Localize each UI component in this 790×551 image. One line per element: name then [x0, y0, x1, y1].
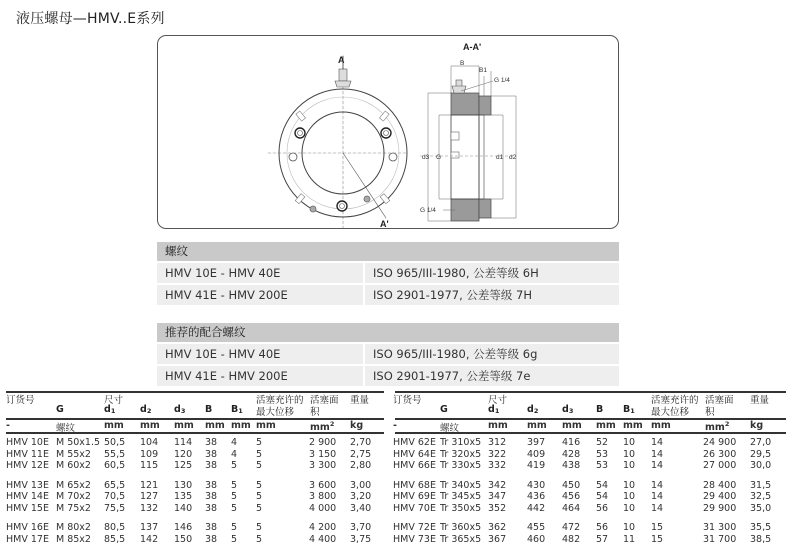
table-row-order-no: HMV 13E: [6, 479, 49, 491]
header-d1-subscript: 1: [494, 407, 500, 415]
table-row-g: M 60x2: [56, 460, 91, 471]
header-b: B: [596, 404, 604, 415]
table-row-b1: 10: [623, 522, 636, 533]
dim-label-g: G: [436, 154, 442, 161]
unit-area-sup: 2: [724, 420, 730, 428]
table-row-order-no: HMV 70E: [393, 502, 436, 514]
table-row-g: Tr 350x5: [440, 502, 482, 514]
table-row-g: Tr 330x5: [440, 460, 482, 471]
thread-spec-range: HMV 10E - HMV 40E: [157, 263, 363, 283]
table-row-order-no: HMV 62E: [393, 437, 436, 448]
header-area: 活塞面: [705, 395, 734, 406]
table-row-d2: 121: [140, 479, 159, 491]
header-d3-label: d: [562, 404, 569, 415]
table-row-order-no: HMV 16E: [6, 522, 49, 533]
table-row-order-no: HMV 69E: [393, 491, 436, 502]
table-row-displacement: 5: [256, 522, 263, 533]
unit-area-label: mm: [705, 422, 725, 433]
table-row-d3: 428: [562, 448, 581, 460]
table-row-d1: 347: [488, 491, 507, 502]
page-title: 液压螺母—HMV..E系列: [16, 11, 165, 27]
table-row-d2: 127: [140, 491, 159, 502]
table-row-g: M 80x2: [56, 522, 91, 533]
unit-order-no: -: [393, 420, 397, 431]
table-row-d2: 104: [140, 437, 159, 448]
table-row-g: M 75x2: [56, 502, 91, 514]
table-row-d2: 115: [140, 460, 159, 471]
mating-thread-spec-row: [157, 344, 619, 364]
section-view: [420, 66, 516, 221]
header-d1-label: d: [104, 404, 111, 415]
header-d2: [527, 404, 538, 415]
table-row-d1: 75,5: [104, 502, 126, 514]
table-row-g: Tr 320x5: [440, 448, 482, 460]
table-row-displacement: 14: [651, 460, 664, 471]
header-d2-label: d: [527, 404, 534, 415]
table-row-b1: 10: [623, 437, 636, 448]
table-row-d3: 114: [174, 437, 193, 448]
header-weight: 重量: [350, 395, 370, 406]
header-g: G: [440, 404, 448, 415]
table-row-d3: 125: [174, 460, 193, 471]
table-row-d3: 472: [562, 522, 581, 533]
table-row-g: Tr 310x5: [440, 437, 482, 448]
table-row-order-no: HMV 66E: [393, 460, 436, 471]
table-row-d3: 135: [174, 491, 193, 502]
table-row-area: 29 400: [703, 491, 737, 502]
unit-B: mm: [205, 420, 225, 431]
table-row-b: 57: [596, 533, 609, 545]
thread-spec-header: 螺纹: [157, 242, 619, 261]
table-row-d1: 85,5: [104, 533, 126, 545]
unit-d2: mm: [527, 420, 547, 431]
hydraulic-nut-drawing: [158, 36, 620, 230]
table-row-b: 54: [596, 491, 609, 502]
unit-area-label: mm: [310, 422, 330, 433]
table-row-order-no: HMV 68E: [393, 479, 436, 491]
table-row-b1: 5: [231, 522, 238, 533]
table-row-g: Tr 340x5: [440, 479, 482, 491]
table-row-order-no: HMV 12E: [6, 460, 49, 471]
unit-order-no: -: [6, 420, 10, 431]
table-row-g: M 65x2: [56, 479, 91, 491]
table-row-b: 56: [596, 522, 609, 533]
table-row-b1: 5: [231, 479, 238, 491]
table-row-d2: 442: [527, 502, 546, 514]
header-b1-subscript: 1: [238, 407, 243, 415]
table-row-d3: 450: [562, 479, 581, 491]
header-d3: [174, 404, 185, 415]
table-row-d3: 140: [174, 502, 193, 514]
header-weight: 重量: [750, 395, 770, 406]
table-row-d1: 352: [488, 502, 507, 514]
header-area: 活塞面: [310, 395, 339, 406]
header-dimensions: 尺寸: [104, 395, 124, 406]
table-row-weight: 2,70: [350, 437, 372, 448]
unit-disp: mm: [256, 420, 276, 431]
table-row-b: 52: [596, 437, 609, 448]
table-row-b: 54: [596, 479, 609, 491]
table-row-area: 28 400: [703, 479, 737, 491]
section-label-a: A: [338, 55, 345, 65]
thread-spec-table: [157, 242, 619, 305]
table-row-weight: 27,0: [750, 437, 772, 448]
table-row-d1: 362: [488, 522, 507, 533]
unit-weight: kg: [750, 420, 764, 431]
header-dimensions: 尺寸: [488, 395, 508, 406]
table-row-d2: 430: [527, 479, 546, 491]
table-row-order-no: HMV 14E: [6, 491, 49, 502]
table-row-weight: 3,20: [350, 491, 372, 502]
table-row-displacement: 15: [651, 522, 664, 533]
table-row-order-no: HMV 17E: [6, 533, 49, 545]
port-label-top: G 1/4: [494, 77, 510, 84]
table-row-b1: 10: [623, 502, 636, 514]
unit-B1: mm: [231, 420, 251, 431]
table-row-d3: 130: [174, 479, 193, 491]
table-row-displacement: 14: [651, 448, 664, 460]
header-b: B: [205, 404, 213, 415]
table-row-d1: 70,5: [104, 491, 126, 502]
table-row-d2: 397: [527, 437, 546, 448]
technical-drawing: [157, 35, 619, 229]
table-row-d3: 120: [174, 448, 193, 460]
table-row-order-no: HMV 10E: [6, 437, 49, 448]
unit-B1: mm: [623, 420, 643, 431]
header-d2-label: d: [140, 404, 147, 415]
table-row-area: 24 900: [703, 437, 737, 448]
dim-label-d2: d2: [509, 154, 517, 161]
header-d1: [104, 404, 115, 415]
table-row-area: 29 900: [703, 502, 737, 514]
unit-area-sup: 2: [329, 420, 335, 428]
table-row-d2: 436: [527, 491, 546, 502]
table-row-order-no: HMV 73E: [393, 533, 436, 545]
table-row-displacement: 5: [256, 460, 263, 471]
table-row-b1: 5: [231, 533, 238, 545]
header-d2-subscript: 2: [146, 407, 152, 415]
header-b1-label: B: [231, 404, 239, 415]
dim-label-b1: B1: [479, 67, 487, 74]
table-row-area: 4 000: [309, 502, 337, 514]
table-row-d2: 460: [527, 533, 546, 545]
header-d3: [562, 404, 573, 415]
thread-spec-standard: ISO 965/III-1980, 公差等级 6H: [365, 263, 619, 283]
table-row-weight: 29,5: [750, 448, 772, 460]
header-d1-label: d: [488, 404, 495, 415]
unit-d2: mm: [140, 420, 160, 431]
table-row-b: 53: [596, 460, 609, 471]
header-displacement-line2: 最大位移: [256, 407, 295, 418]
table-row-b: 38: [205, 479, 218, 491]
table-row-d3: 438: [562, 460, 581, 471]
table-row-d3: 150: [174, 533, 193, 545]
header-d1: [488, 404, 499, 415]
table-row-displacement: 5: [256, 437, 263, 448]
table-row-weight: 3,70: [350, 522, 372, 533]
mating-thread-spec-range: HMV 41E - HMV 200E: [157, 366, 363, 386]
table-row-area: 27 000: [703, 460, 737, 471]
table-row-d3: 456: [562, 491, 581, 502]
header-d1-subscript: 1: [110, 407, 116, 415]
section-title: A-A': [463, 42, 482, 52]
table-row-d3: 146: [174, 522, 193, 533]
table-row-b1: 10: [623, 460, 636, 471]
table-row-b1: 10: [623, 491, 636, 502]
thread-spec-row: [157, 263, 619, 283]
table-row-d3: 416: [562, 437, 581, 448]
table-row-g: M 50x1.5: [56, 437, 101, 448]
table-row-area: 3 800: [309, 491, 337, 502]
table-row-g: M 55x2: [56, 448, 91, 460]
unit-d1: mm: [104, 420, 124, 431]
table-row-weight: 3,75: [350, 533, 372, 545]
table-row-displacement: 5: [256, 448, 263, 460]
table-row-g: Tr 345x5: [440, 491, 482, 502]
unit-g: 螺纹: [56, 423, 76, 434]
table-row-b1: 4: [231, 437, 238, 448]
table-row-b1: 10: [623, 448, 636, 460]
table-row-weight: 30,0: [750, 460, 772, 471]
table-row-weight: 3,40: [350, 502, 372, 514]
table-row-area: 4 400: [309, 533, 337, 545]
dim-label-d3: d3: [422, 154, 430, 161]
mating-thread-spec-table: [157, 323, 619, 386]
unit-d3: mm: [174, 420, 194, 431]
unit-d3: mm: [562, 420, 582, 431]
thread-spec-range: HMV 41E - HMV 200E: [157, 285, 363, 305]
table-row-area: 31 700: [703, 533, 737, 545]
table-row-d1: 55,5: [104, 448, 126, 460]
mating-thread-spec-header: 推荐的配合螺纹: [157, 323, 619, 342]
table-row-area: 3 600: [309, 479, 337, 491]
table-row-b: 53: [596, 448, 609, 460]
table-row-b1: 5: [231, 502, 238, 514]
table-row-d1: 332: [488, 460, 507, 471]
table-row-weight: 31,5: [750, 479, 772, 491]
unit-area: [705, 420, 729, 433]
table-row-d2: 142: [140, 533, 159, 545]
table-row-displacement: 14: [651, 479, 664, 491]
table-row-order-no: HMV 11E: [6, 448, 49, 460]
table-row-d2: 109: [140, 448, 159, 460]
header-b1-subscript: 1: [630, 407, 635, 415]
section-label-a-prime: A': [380, 219, 389, 229]
header-d3-label: d: [174, 404, 181, 415]
header-d3-subscript: 3: [568, 407, 574, 415]
table-row-d2: 409: [527, 448, 546, 460]
table-row-weight: 2,80: [350, 460, 372, 471]
table-row-g: Tr 360x5: [440, 522, 482, 533]
table-row-g: Tr 365x5: [440, 533, 482, 545]
table-row-b1: 5: [231, 491, 238, 502]
table-row-displacement: 5: [256, 491, 263, 502]
header-order-no: 订货号: [6, 395, 35, 406]
header-displacement: 活塞充许的: [651, 395, 699, 406]
table-row-area: 3 150: [309, 448, 337, 460]
table-row-d1: 65,5: [104, 479, 126, 491]
table-row-g: M 85x2: [56, 533, 91, 545]
table-row-weight: 32,5: [750, 491, 772, 502]
table-row-displacement: 15: [651, 533, 664, 545]
table-row-d2: 419: [527, 460, 546, 471]
table-row-displacement: 5: [256, 502, 263, 514]
header-area-line2: 积: [705, 407, 715, 418]
header-d3-subscript: 3: [180, 407, 186, 415]
table-row-b: 38: [205, 437, 218, 448]
table-row-b: 38: [205, 460, 218, 471]
header-g: G: [56, 404, 64, 415]
table-row-d3: 464: [562, 502, 581, 514]
header-b1-label: B: [623, 404, 631, 415]
table-row-area: 26 300: [703, 448, 737, 460]
thread-spec-standard: ISO 2901-1977, 公差等级 7H: [365, 285, 619, 305]
header-d2: [140, 404, 151, 415]
thread-spec-row: [157, 285, 619, 305]
table-row-d2: 137: [140, 522, 159, 533]
table-row-d2: 455: [527, 522, 546, 533]
table-row-displacement: 5: [256, 533, 263, 545]
table-row-displacement: 14: [651, 491, 664, 502]
table-row-b1: 11: [623, 533, 636, 545]
unit-weight: kg: [350, 420, 364, 431]
dim-label-d1: d1: [496, 154, 504, 161]
table-row-weight: 3,00: [350, 479, 372, 491]
table-row-d1: 322: [488, 448, 507, 460]
table-row-displacement: 14: [651, 502, 664, 514]
header-displacement: 活塞充许的: [256, 395, 304, 406]
table-row-displacement: 14: [651, 437, 664, 448]
table-row-d1: 367: [488, 533, 507, 545]
table-row-d1: 50,5: [104, 437, 126, 448]
table-row-order-no: HMV 15E: [6, 502, 49, 514]
table-row-b: 38: [205, 533, 218, 545]
table-row-weight: 35,0: [750, 502, 772, 514]
table-row-d1: 60,5: [104, 460, 126, 471]
table-row-d1: 312: [488, 437, 507, 448]
port-label-bottom: G 1/4: [420, 207, 436, 214]
table-row-displacement: 5: [256, 479, 263, 491]
table-row-d3: 482: [562, 533, 581, 545]
table-row-b1: 5: [231, 460, 238, 471]
table-row-b: 38: [205, 502, 218, 514]
table-row-weight: 2,75: [350, 448, 372, 460]
unit-B: mm: [596, 420, 616, 431]
table-row-area: 2 900: [309, 437, 337, 448]
table-row-weight: 35,5: [750, 522, 772, 533]
mating-thread-spec-standard: ISO 965/III-1980, 公差等级 6g: [365, 344, 619, 364]
unit-area: [310, 420, 334, 433]
table-row-area: 31 300: [703, 522, 737, 533]
header-area-line2: 积: [310, 407, 320, 418]
table-row-area: 4 200: [309, 522, 337, 533]
table-row-d1: 342: [488, 479, 507, 491]
header-b1: [231, 404, 243, 415]
table-row-g: M 70x2: [56, 491, 91, 502]
mating-thread-spec-range: HMV 10E - HMV 40E: [157, 344, 363, 364]
table-row-b1: 10: [623, 479, 636, 491]
header-b1: [623, 404, 635, 415]
mating-thread-spec-standard: ISO 2901-1977, 公差等级 7e: [365, 366, 619, 386]
table-row-weight: 38,5: [750, 533, 772, 545]
table-row-b: 38: [205, 448, 218, 460]
header-displacement-line2: 最大位移: [651, 407, 690, 418]
table-row-b1: 4: [231, 448, 238, 460]
table-row-b: 38: [205, 522, 218, 533]
table-row-b: 38: [205, 491, 218, 502]
header-d2-subscript: 2: [533, 407, 539, 415]
table-row-b: 56: [596, 502, 609, 514]
unit-g: 螺纹: [440, 423, 460, 434]
table-row-area: 3 300: [309, 460, 337, 471]
table-row-order-no: HMV 64E: [393, 448, 436, 460]
table-row-d1: 80,5: [104, 522, 126, 533]
dim-label-b: B: [460, 60, 465, 67]
front-view: [268, 56, 408, 228]
mating-thread-spec-row: [157, 366, 619, 386]
table-row-order-no: HMV 72E: [393, 522, 436, 533]
unit-d1: mm: [488, 420, 508, 431]
table-row-d2: 132: [140, 502, 159, 514]
header-order-no: 订货号: [393, 395, 422, 406]
unit-disp: mm: [651, 420, 671, 431]
